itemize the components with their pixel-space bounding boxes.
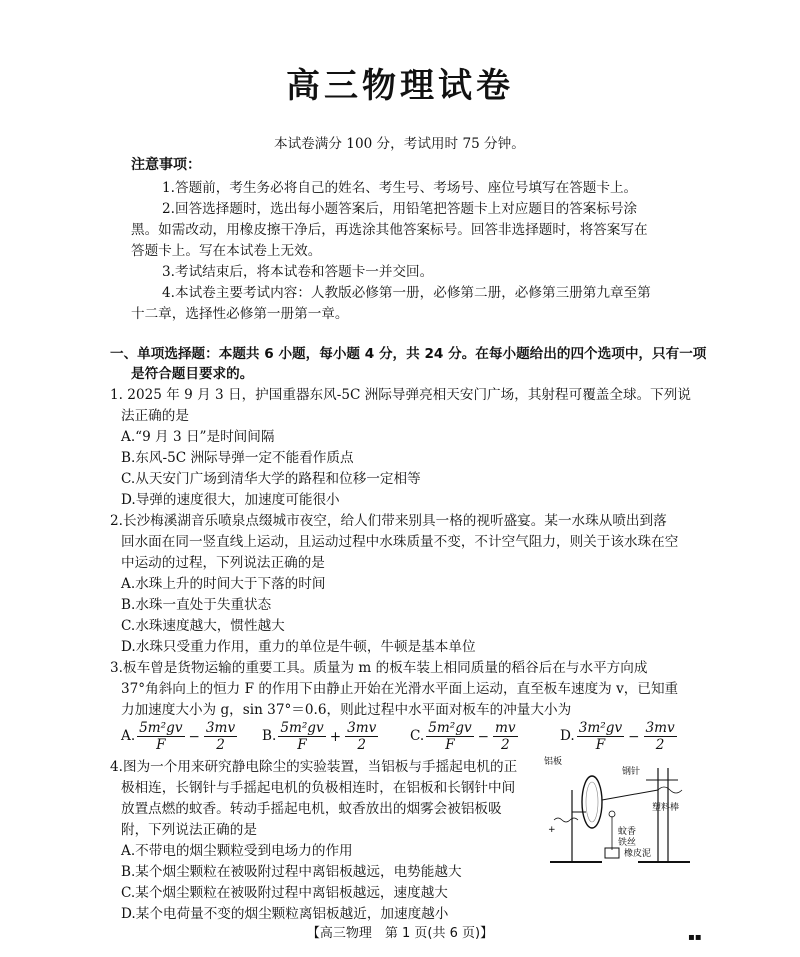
question-4-stem: 4.图为一个用来研究静电除尘的实验装置，当铝板与手摇起电机的正 [110,759,518,775]
fraction [577,720,624,753]
question-2-stem: 中运动的过程，下列说法正确的是 [121,555,325,571]
note-line: 2.回答选择题时，选出每小题答案后，用铅笔把答题卡上对应题目的答案标号涂 [162,201,638,217]
note-line: 1.答题前，考生务必将自己的姓名、考生号、考场号、座位号填写在答题卡上。 [162,180,638,196]
question-2-stem: 2.长沙梅溪湖音乐喷泉点缀城市夜空，给人们带来别具一格的视听盛宴。某一水珠从喷出到落 [110,513,667,529]
denominator: 2 [357,737,367,753]
electrostatic-precipitator-figure [542,750,692,870]
question-2-option-a: A.水珠上升的时间大于下落的时间 [121,576,326,592]
question-1-option-c: C.从天安门广场到清华大学的路程和位移一定相等 [121,471,421,487]
denominator: 2 [500,737,510,753]
label-clay: 橡皮泥 [624,849,652,859]
question-3-option-a [121,720,239,753]
operator: + [329,728,342,745]
denominator: F [297,737,307,753]
question-2-stem: 回水面在同一竖直线上运动，且运动过程中水珠质量不变，不计空气阻力，则关于该水珠在空 [121,534,679,550]
note-line: 4.本试卷主要考试内容：人教版必修第一册，必修第二册，必修第三册第九章至第 [162,285,651,301]
question-4-option-b: B.某个烟尘颗粒在被吸附过程中离铝板越远，电势能越大 [121,864,462,880]
fraction [204,720,237,753]
label-aluminum-plate: 铝板 [544,757,563,767]
question-3-stem: 37°角斜向上的恒力 F 的作用下由静止开始在光滑水平面上运动，直至板车速度为 v，已知重 [121,681,679,697]
question-2-option-c: C.水珠速度越大，惯性越大 [121,618,285,634]
question-1-option-d: D.导弹的速度很大，加速度可能很小 [121,492,340,508]
section-heading: 是符合题目要求的。 [131,366,254,382]
question-3-option-c [410,720,520,753]
page-title: 高三物理试卷 [286,66,514,106]
label-iron-wire: 铁丝 [618,838,637,848]
question-4-option-a: A.不带电的烟尘颗粒受到电场力的作用 [121,843,353,859]
fraction [426,720,473,753]
label-steel-needle: 钢针 [622,767,641,777]
question-4-stem: 附，下列说法正确的是 [121,822,257,838]
numerator: 5m²gv [428,720,472,736]
page-footer: 【高三物理 第 1 页(共 6 页)】 [306,926,494,941]
question-3-option-b [262,720,380,753]
note-line: 3.考试结束后，将本试卷和答题卡一并交回。 [162,264,434,280]
question-3-option-d [560,720,679,753]
note-line: 答题卡上。写在本试卷上无效。 [131,243,322,259]
label-mosquito-coil: 蚊香 [618,827,637,837]
fraction [278,720,325,753]
denominator: 2 [216,737,225,753]
operator: − [188,728,200,745]
option-letter: D. [560,728,575,744]
numerator: 3m²gv [578,720,623,736]
numerator: 5m²gv [139,720,183,736]
question-4-stem: 极相连，长钢针与手摇起电机的负极相连时，在铝板和长钢针中间 [121,780,516,796]
denominator: 2 [655,737,665,753]
label-positive: + [548,825,556,835]
denominator: F [156,737,166,753]
numerator: 5m²gv [280,720,324,736]
question-3-stem: 力加速度大小为 g，sin 37°＝0.6，则此过程中水平面对板车的冲量大小为 [121,702,572,718]
denominator: F [595,737,606,753]
question-3-stem: 3.板车曾是货物运输的重要工具。质量为 m 的板车装上相同质量的稻谷后在与水平方向成 [110,660,648,676]
section-heading: 一、单项选择题：本题共 6 小题，每小题 4 分，共 24 分。在每小题给出的四个选项中，只有一项 [110,346,707,362]
question-1-stem: 法正确的是 [121,408,189,424]
fraction [493,720,518,753]
question-4-option-c: C.某个烟尘颗粒在被吸附过程中离铝板越远，速度越大 [121,885,448,901]
question-2-option-d: D.水珠只受重力作用，重力的单位是牛顿，牛顿是基本单位 [121,639,476,655]
footer-code: ▪▪ [688,932,702,943]
note-line: 十二章，选择性必修第一册第一章。 [131,306,349,322]
question-4-stem: 放置点燃的蚊香。转动手摇起电机，蚊香放出的烟雾会被铝板吸 [121,801,502,817]
exam-info: 本试卷满分 100 分，考试用时 75 分钟。 [274,136,525,152]
note-line: 黑。如需改动，用橡皮擦干净后，再选涂其他答案标号。回答非选择题时，将答案写在 [131,222,648,238]
numerator: 3mv [347,720,377,736]
operator: − [477,728,490,745]
notes-heading: 注意事项： [131,157,201,173]
question-2-option-b: B.水珠一直处于失重状态 [121,597,272,613]
question-1-option-b: B.东风-5C 洲际导弹一定不能看作质点 [121,450,354,466]
fraction [345,720,378,753]
question-1-option-a: A.“9 月 3 日”是时间间隔 [121,429,275,445]
label-plastic-rod: 塑料棒 [652,803,680,813]
option-letter: C. [410,728,425,744]
numerator: 3mv [205,720,236,736]
numerator: mv [495,720,516,736]
operator: − [628,728,640,745]
fraction [137,720,184,753]
numerator: 3mv [645,720,675,736]
fraction [644,720,677,753]
question-4-option-d: D.某个电荷量不变的烟尘颗粒离铝板越近，加速度越小 [121,906,449,922]
option-letter: B. [262,728,277,744]
option-letter: A. [121,728,136,744]
question-1-stem: 1. 2025 年 9 月 3 日，护国重器东风-5C 洲际导弹亮相天安门广场，其射程可覆盖全球。下列说 [110,387,691,403]
denominator: F [445,737,455,753]
